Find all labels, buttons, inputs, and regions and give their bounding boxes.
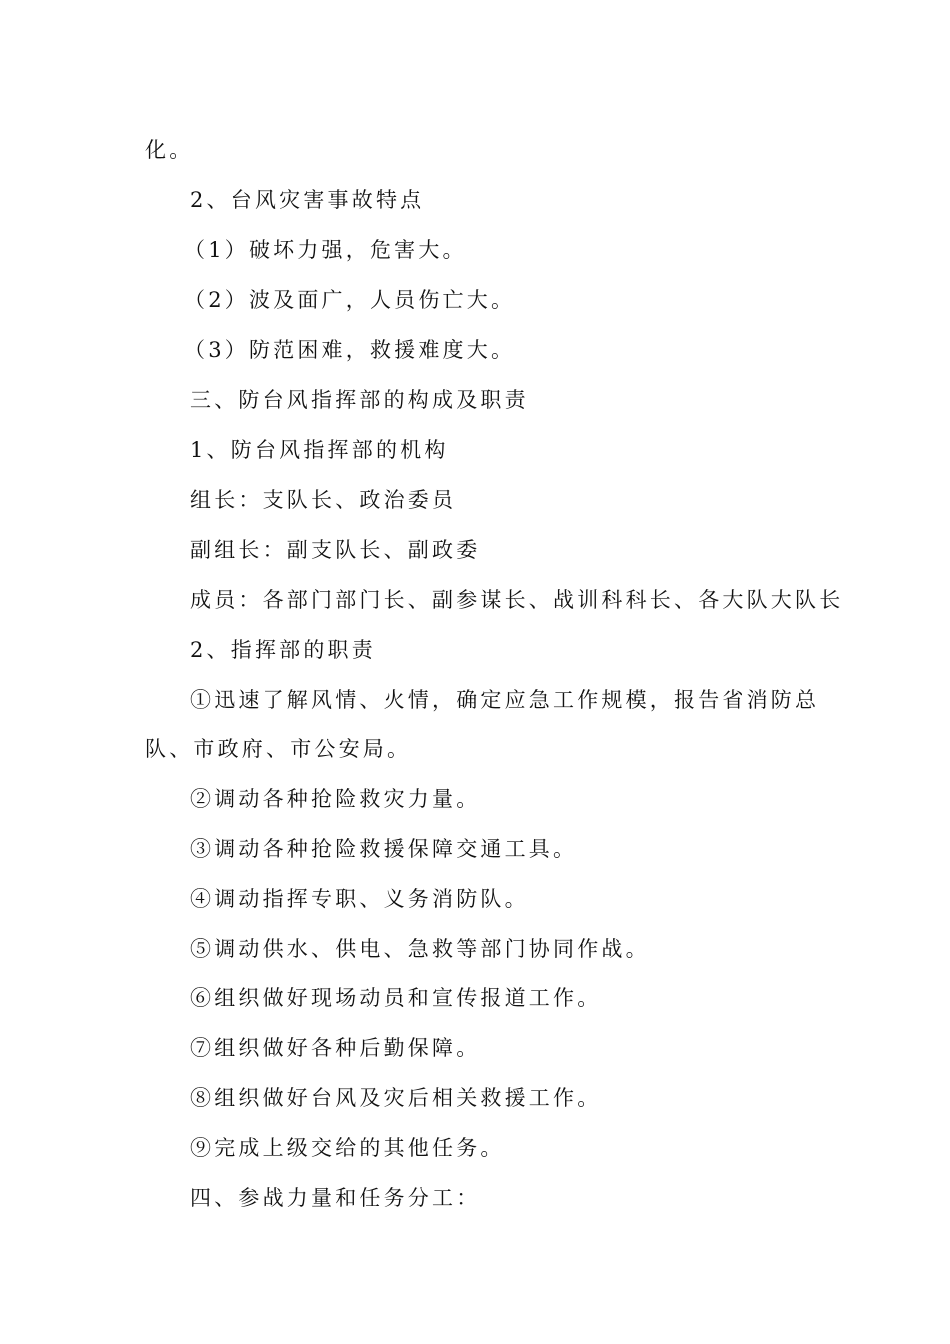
list-item: ①迅速了解风情、火情，确定应急工作规模，报告省消防总: [190, 688, 820, 712]
section-heading: 1、防台风指挥部的机构: [190, 438, 449, 462]
list-item: （1）破坏力强，危害大。: [184, 238, 467, 262]
list-item: ③调动各种抢险救援保障交通工具。: [190, 837, 578, 861]
list-item: ②调动各种抢险救灾力量。: [190, 787, 481, 811]
list-item: ⑦组织做好各种后勤保障。: [190, 1036, 481, 1060]
text-line: 成员：各部门部门长、副参谋长、战训科科长、各大队大队长: [190, 588, 844, 612]
list-item: ④调动指挥专职、义务消防队。: [190, 887, 529, 911]
section-heading: 2、指挥部的职责: [190, 638, 376, 662]
section-heading: 2、台风灾害事故特点: [190, 188, 425, 212]
section-heading: 三、防台风指挥部的构成及职责: [190, 388, 529, 412]
text-line: 队、市政府、市公安局。: [145, 737, 412, 761]
list-item: ⑨完成上级交给的其他任务。: [190, 1136, 505, 1160]
list-item: ⑧组织做好台风及灾后相关救援工作。: [190, 1086, 602, 1110]
list-item: ⑤调动供水、供电、急救等部门协同作战。: [190, 937, 650, 961]
list-item: （3）防范困难，救援难度大。: [184, 338, 516, 362]
list-item: ⑥组织做好现场动员和宣传报道工作。: [190, 986, 602, 1010]
section-heading: 四、参战力量和任务分工：: [190, 1186, 481, 1210]
text-line: 化。: [145, 138, 194, 162]
list-item: （2）波及面广，人员伤亡大。: [184, 288, 516, 312]
text-line: 组长：支队长、政治委员: [190, 488, 457, 512]
text-line: 副组长：副支队长、副政委: [190, 538, 481, 562]
